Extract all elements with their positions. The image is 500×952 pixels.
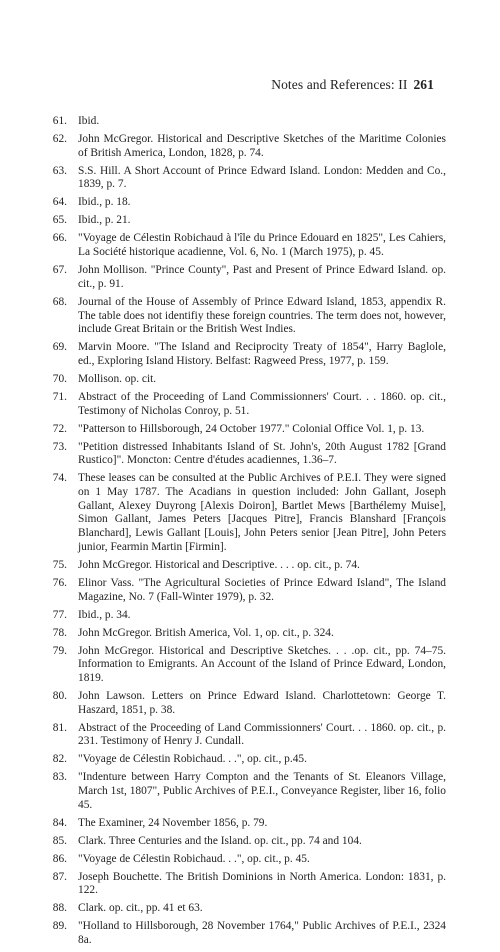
note-text: "Patterson to Hillsborough, 24 October 1977." Colonial Office Vol. 1, p. 13. [78,422,425,435]
note-text: Ibid., p. 34. [78,608,131,621]
note-text: John Mollison. "Prince County", Past and Present of Prince Edward Island. op. cit., p. 91. [78,264,446,290]
note-text: Ibid., p. 21. [78,214,131,227]
note-number: 86. [52,852,67,865]
note-item [46,391,446,418]
note-text: Marvin Moore. "The Island and Reciprocity Treaty of 1854", Harry Baglole, ed., Exploring Island History. Belfast: Ragweed Press, 1977, p. 159. [78,341,446,367]
note-text: Ibid. [78,115,100,127]
note-number: 80. [52,689,67,702]
note-item [46,472,446,554]
running-title: Notes and References: II [271,77,408,92]
note-item [46,296,446,337]
note-text: John McGregor. Historical and Descriptive Sketches. . . .op. cit., pp. 74–75. Information to Emigrants. An Account of the Island of Prince Edward, London, 1819. [78,644,446,684]
note-item [46,115,446,129]
note-item [46,264,446,291]
note-number: 79. [52,644,67,657]
note-text: "Voyage de Célestin Robichaud. . .", op. cit., p.45. [78,753,307,766]
note-item [46,853,446,867]
note-text: Clark. op. cit., pp. 41 et 63. [78,902,203,915]
note-item [46,690,446,717]
note-number: 89. [52,920,67,933]
note-number: 70. [52,372,67,385]
page-number: 261 [413,77,434,92]
note-number: 84. [52,816,67,829]
note-number: 78. [52,626,67,639]
note-text: Clark. Three Centuries and the Island. op. cit., pp. 74 and 104. [78,834,362,847]
note-text: The Examiner, 24 November 1856, p. 79. [78,816,268,829]
note-text: "Voyage de Célestin Robichaud à l'île du Prince Edouard en 1825", Les Cahiers, La Société historique acadienne, Vol. 6, No. 1 (March 1975), p. 45. [78,232,446,259]
note-item [46,920,446,947]
note-number: 82. [52,753,67,766]
note-text: "Voyage de Célestin Robichaud. . .", op. cit., p. 45. [78,852,310,865]
note-number: 87. [52,870,67,883]
note-number: 63. [52,164,67,177]
note-item [46,441,446,468]
note-text: Mollison. op. cit. [78,372,157,385]
notes-list [46,115,446,952]
note-number: 74. [52,472,67,485]
note-text: Elinor Vass. "The Agricultural Societies of Prince Edward Island", The Island Magazine, No. 7 (Fall-Winter 1979), p. 32. [78,576,446,603]
note-item [46,559,446,573]
note-number: 65. [52,214,67,227]
note-number: 76. [52,576,67,589]
note-item [46,771,446,812]
note-number: 77. [52,608,67,621]
note-text: Ibid., p. 18. [78,196,131,209]
note-text: S.S. Hill. A Short Account of Prince Edward Island. London: Medden and Co., 1839, p. 7. [78,164,446,191]
note-number: 62. [52,133,67,145]
note-text: John McGregor. Historical and Descriptive Sketches of the Maritime Colonies of British America, London, 1828, p. 74. [78,133,446,159]
note-item [46,753,446,767]
note-number: 72. [52,422,67,435]
note-text: "Indenture between Harry Compton and the Tenants of St. Eleanors Village, March 1st, 1807", Public Archives of P.E.I., Conveyance Register, liber 16, folio 45. [78,771,446,811]
note-item [46,902,446,916]
note-text: John McGregor. Historical and Descriptive. . . . op. cit., p. 74. [78,558,360,571]
note-item [46,196,446,210]
note-number: 67. [52,264,67,277]
note-item [46,722,446,749]
note-text: John Lawson. Letters on Prince Edward Island. Charlottetown: George T. Haszard, 1851, p. 38. [78,689,446,716]
note-text: Abstract of the Proceeding of Land Commissionners' Court. . . 1860. op. cit., Testimony of Nicholas Conroy, p. 51. [78,390,446,417]
note-text: John McGregor. British America, Vol. 1, op. cit., p. 324. [78,626,334,639]
note-number: 61. [52,115,67,127]
note-item [46,835,446,849]
note-text: Journal of the House of Assembly of Prince Edward Island, 1853, appendix R. The table does not identifiy these foreign countries. The term does not, however, include Great Britain or the British West Indies. [78,295,446,336]
note-number: 81. [52,721,67,734]
note-item [46,609,446,623]
note-number: 66. [52,232,67,245]
note-item [46,423,446,437]
note-item [46,165,446,192]
note-item [46,232,446,259]
note-number: 68. [52,295,67,308]
note-text: "Petition distressed Inhabitants Island of St. John's, 20th August 1782 [Grand Rustico]". Moncton: Centre d'études acadiennes, 1.36–7. [78,440,446,467]
note-text: "Holland to Hillsborough, 28 November 1764," Public Archives of P.E.I., 2324 8a. [78,920,446,947]
note-item [46,133,446,160]
note-item [46,577,446,604]
note-number: 69. [52,341,67,354]
note-text: Joseph Bouchette. The British Dominions in North America. London: 1831, p. 122. [78,870,446,897]
note-number: 71. [52,390,67,403]
note-number: 83. [52,771,67,784]
note-number: 73. [52,440,67,453]
note-text: Abstract of the Proceeding of Land Commissionners' Court. . . 1860. op. cit., p. 231. Testimony of Henry J. Cundall. [78,721,446,748]
note-number: 75. [52,558,67,571]
note-item [46,373,446,387]
note-item [46,817,446,831]
note-item [46,214,446,228]
note-number: 85. [52,834,67,847]
note-number: 88. [52,902,67,915]
note-item [46,645,446,686]
note-number: 64. [52,196,67,209]
note-item [46,341,446,368]
note-item [46,871,446,898]
note-item [46,627,446,641]
page-header [271,77,434,93]
note-text: These leases can be consulted at the Public Archives of P.E.I. They were signed on 1 May 1787. The Acadians in question included: John Gallant, Joseph Gallant, Alexey Duyrong [Alexis Doiron], Bartlet Mews [Barthélemy Muise], Simon Gallant, James Peters [Jacques Pitre], Francis Blanshard [François Blanchard], Lewis Gallant [Louis], John Peters senior [Jean Pitre], John Peters junior, Fearmin Martin [Firmin]. [78,472,446,553]
